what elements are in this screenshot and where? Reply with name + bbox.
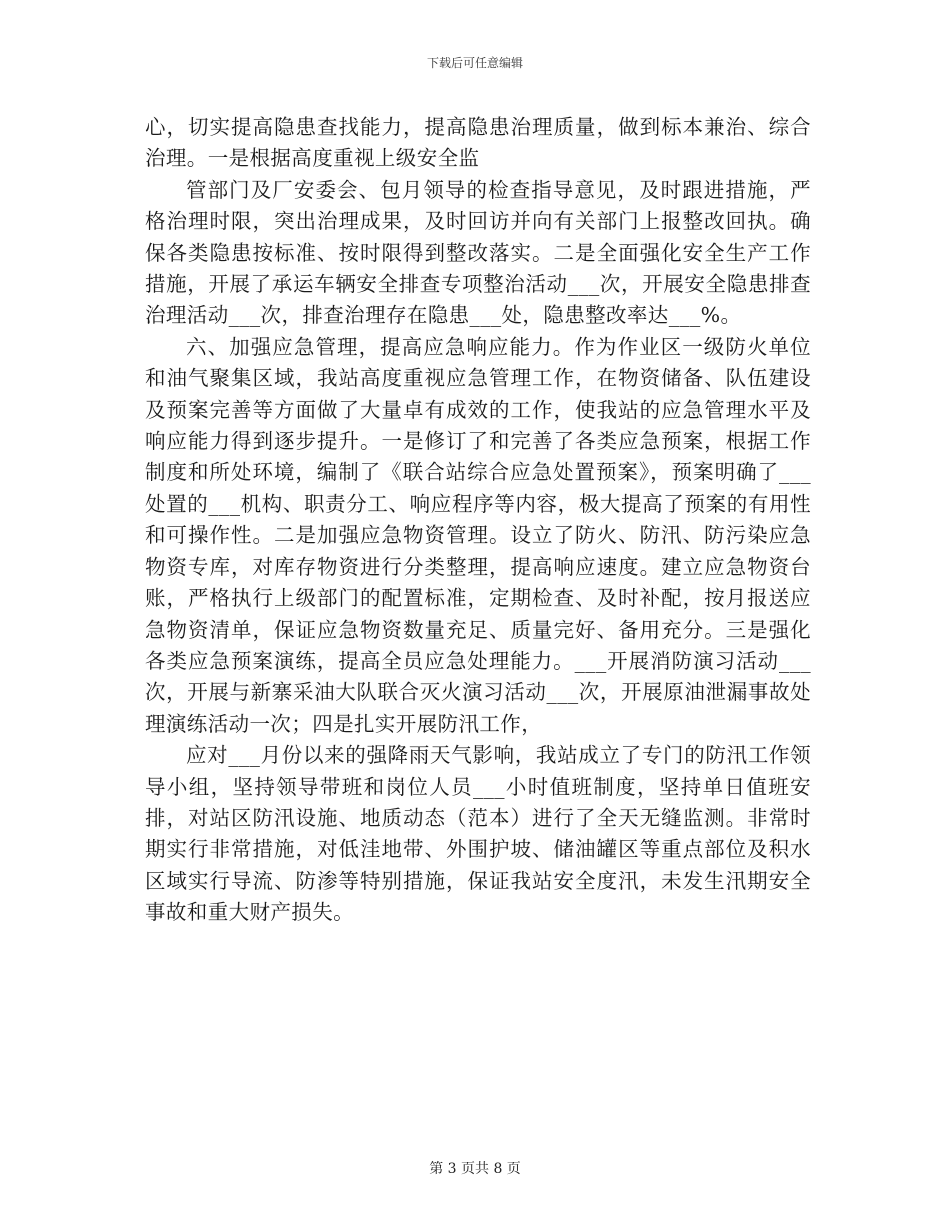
page-header: 下载后可任意编辑 xyxy=(426,56,523,70)
paragraph-4: 应对___月份以来的强降雨天气影响，我站成立了专门的防汛工作领导小组，坚持领导带班和岗位人员___小时值班制度，坚持单日值班安排，对站区防汛设施、地质动态（范本）进行了全天无缝监测。非常时期实行非常措施，对低洼地带、外围护坡、储油罐区等重点部位及积水区域实行导流、防渗等特别措施，保证我站安全度汛，未发生汛期安全事故和重大财产损失。 xyxy=(145,743,811,925)
paragraph-1: 心，切实提高隐患查找能力，提高隐患治理质量，做到标本兼治、综合治理。一是根据高度重视上级安全监 xyxy=(145,115,811,171)
document-body xyxy=(145,112,811,929)
paragraph-3: 六、加强应急管理，提高应急响应能力。作为作业区一级防火单位和油气聚集区域，我站高度重视应急管理工作，在物资储备、队伍建设及预案完善等方面做了大量卓有成效的工作，使我站的应急管理水平及响应能力得到逐步提升。一是修订了和完善了各类应急预案，根据工作制度和所处环境，编制了《联合站综合应急处置预案》，预案明确了___处置的___机构、职责分工、响应程序等内容，极大提高了预案的有用性和可操作性。二是加强应急物资管理。设立了防火、防汛、防污染应急物资专库，对库存物资进行分类整理，提高响应速度。建立应急物资台账，严格执行上级部门的配置标准，定期检查、及时补配，按月报送应急物资清单，保证应急物资数量充足、质量完好、备用充分。三是强化各类应急预案演练，提高全员应急处理能力。___开展消防演习活动___次，开展与新寨采油大队联合灭火演习活动___次，开展原油泄漏事故处理演练活动一次；四是扎实开展防汛工作， xyxy=(145,334,811,736)
paragraph-2: 管部门及厂安委会、包月领导的检查指导意见，及时跟进措施，严格治理时限，突出治理成果，及时回访并向有关部门上报整改回执。确保各类隐患按标准、按时限得到整改落实。二是全面强化安全生产工作措施，开展了承运车辆安全排查专项整治活动___次，开展安全隐患排查治理活动___次，排查治理存在隐患___处，隐患整改率达___%。 xyxy=(145,177,811,328)
page-number-footer: 第 3 页共 8 页 xyxy=(429,1161,521,1177)
